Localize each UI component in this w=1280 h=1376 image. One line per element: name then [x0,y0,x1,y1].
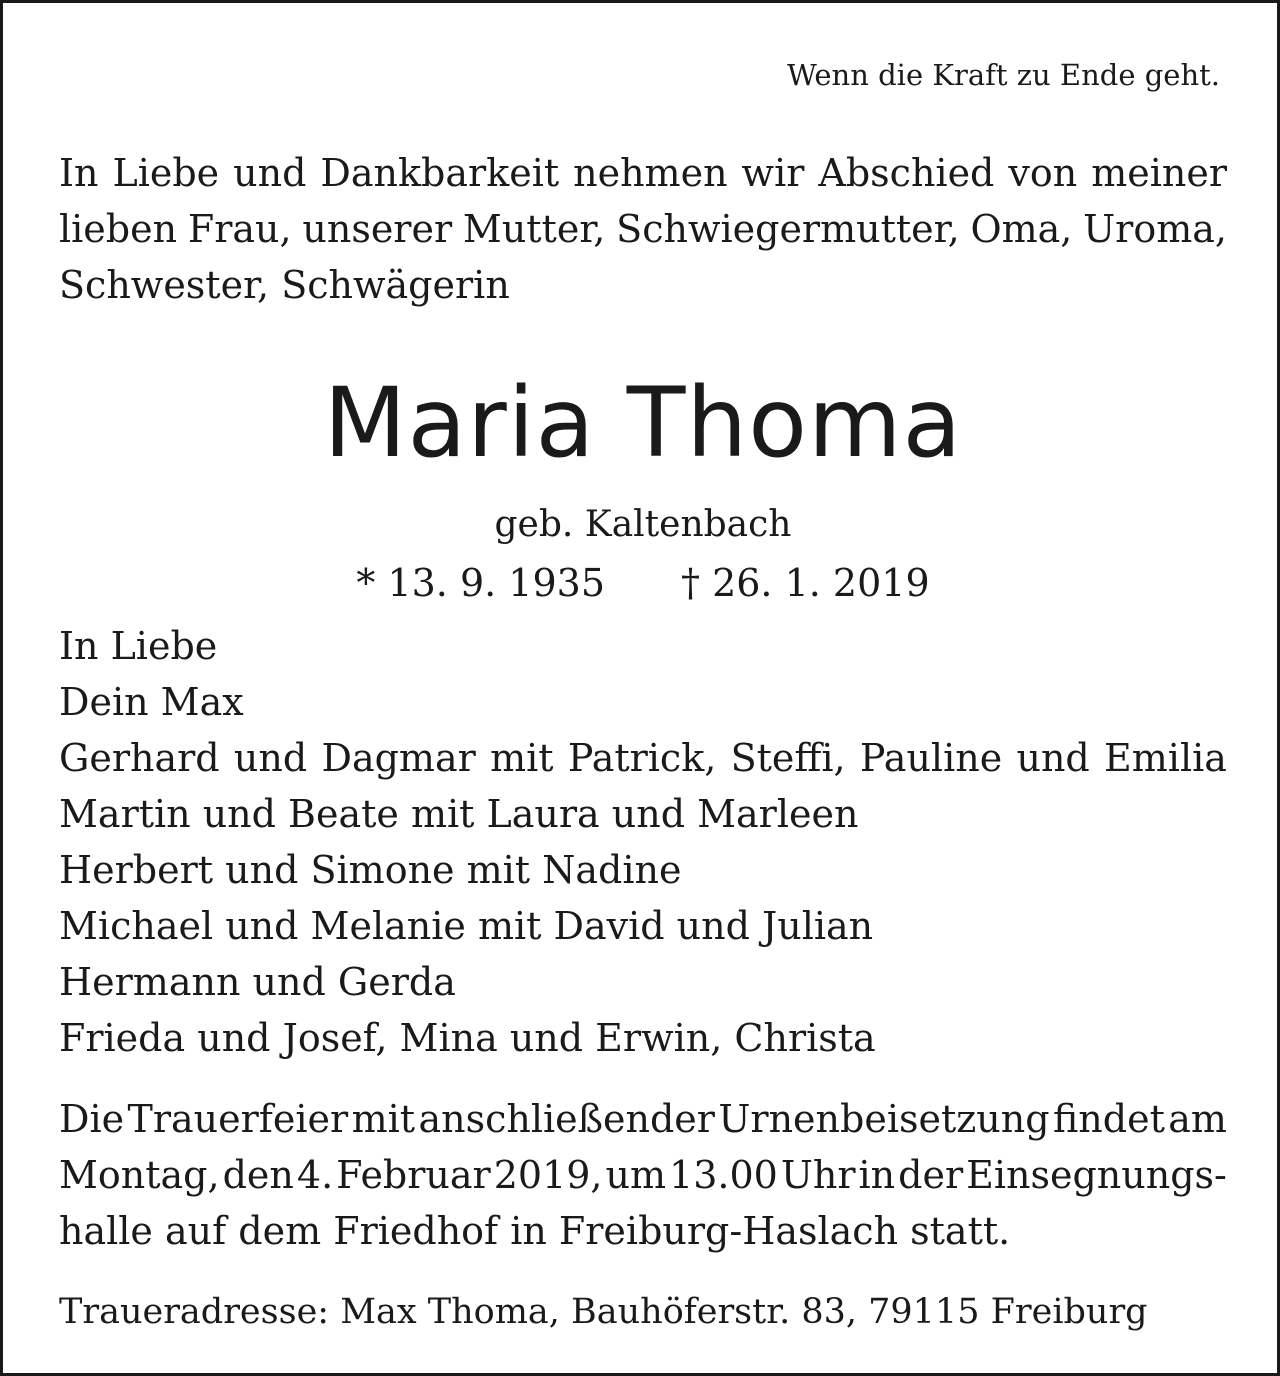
mourners-spouse: Dein Max [59,680,244,724]
funeral-line-3: halle auf dem Friedhof in Freiburg-Haslach statt. [59,1209,1011,1253]
funeral-word: um [605,1153,667,1197]
death-date: † 26. 1. 2019 [681,561,930,605]
funeral-word: Die [59,1097,125,1141]
motto-text: Wenn die Kraft zu Ende geht. [786,58,1220,92]
mourner-word: Emilia [1104,736,1227,780]
mourner-word: Steffi, [730,736,846,780]
mourner-word: Pauline [859,736,1003,780]
mourners-family-line [59,730,1227,786]
funeral-word: 13.00 [669,1153,778,1197]
mourner-word: und [233,736,308,780]
funeral-word: findet [1052,1097,1165,1141]
intro-word: meiner [1091,151,1227,195]
funeral-word: Urnenbeisetzung [718,1097,1050,1141]
funeral-word: der [898,1153,964,1197]
intro-word: lieben [59,207,178,251]
birth-date: * 13. 9. 1935 [356,561,605,605]
funeral-word: 4. [296,1153,334,1197]
mourners-family-line: Frieda und Josef, Mina und Erwin, Christa [59,1016,876,1060]
funeral-line-2 [59,1147,1227,1203]
funeral-word: Einsegnungs- [966,1153,1227,1197]
funeral-word: in [858,1153,896,1197]
intro-word: von [1008,151,1078,195]
intro-word: Oma, [970,207,1073,251]
intro-word: Uroma, [1083,207,1227,251]
mourners-family-line: Michael und Melanie mit David und Julian [59,904,874,948]
intro-word: Frau, [187,207,292,251]
intro-line-1 [59,145,1227,201]
life-dates [3,559,1280,607]
mourner-word: Dagmar [321,736,476,780]
funeral-word: Trauerfeier [127,1097,349,1141]
funeral-word: am [1168,1097,1227,1141]
mourner-word: Patrick, [567,736,717,780]
intro-word: Schwiegermutter, [616,207,960,251]
mourners-family-line: Martin und Beate mit Laura und Marleen [59,792,859,836]
funeral-word: Montag, [59,1153,220,1197]
intro-word: Liebe [112,151,220,195]
intro-paragraph [59,145,1227,313]
intro-line-2 [59,201,1227,257]
intro-word: nehmen [573,151,728,195]
mourning-address: Traueradresse: Max Thoma, Bauhöferstr. 83, 79115 Freiburg [59,1292,1148,1332]
funeral-notice [59,1091,1227,1259]
mourner-word: und [1016,736,1090,780]
mourners-list [59,618,1227,1066]
funeral-word: anschließender [418,1097,715,1141]
funeral-word: den [222,1153,294,1197]
intro-line-3: Schwester, Schwägerin [59,263,510,307]
mourners-family-line: Hermann und Gerda [59,960,456,1004]
intro-word: wir [741,151,805,195]
intro-word: und [233,151,307,195]
intro-word: Dankbarkeit [320,151,560,195]
deceased-name: Maria Thoma [323,367,963,479]
funeral-word: Uhr [780,1153,856,1197]
funeral-line-1 [59,1091,1227,1147]
funeral-word: mit [351,1097,416,1141]
intro-word: Mutter, [462,207,606,251]
funeral-word: Februar [336,1153,491,1197]
mourner-word: mit [490,736,554,780]
intro-word: In [59,151,99,195]
intro-word: Abschied [818,151,995,195]
funeral-word: 2019, [493,1153,603,1197]
mourners-family-line: Herbert und Simone mit Nadine [59,848,682,892]
intro-word: unserer [302,207,453,251]
mourners-greeting: In Liebe [59,624,218,668]
maiden-name: geb. Kaltenbach [494,504,792,545]
mourner-word: Gerhard [59,736,220,780]
